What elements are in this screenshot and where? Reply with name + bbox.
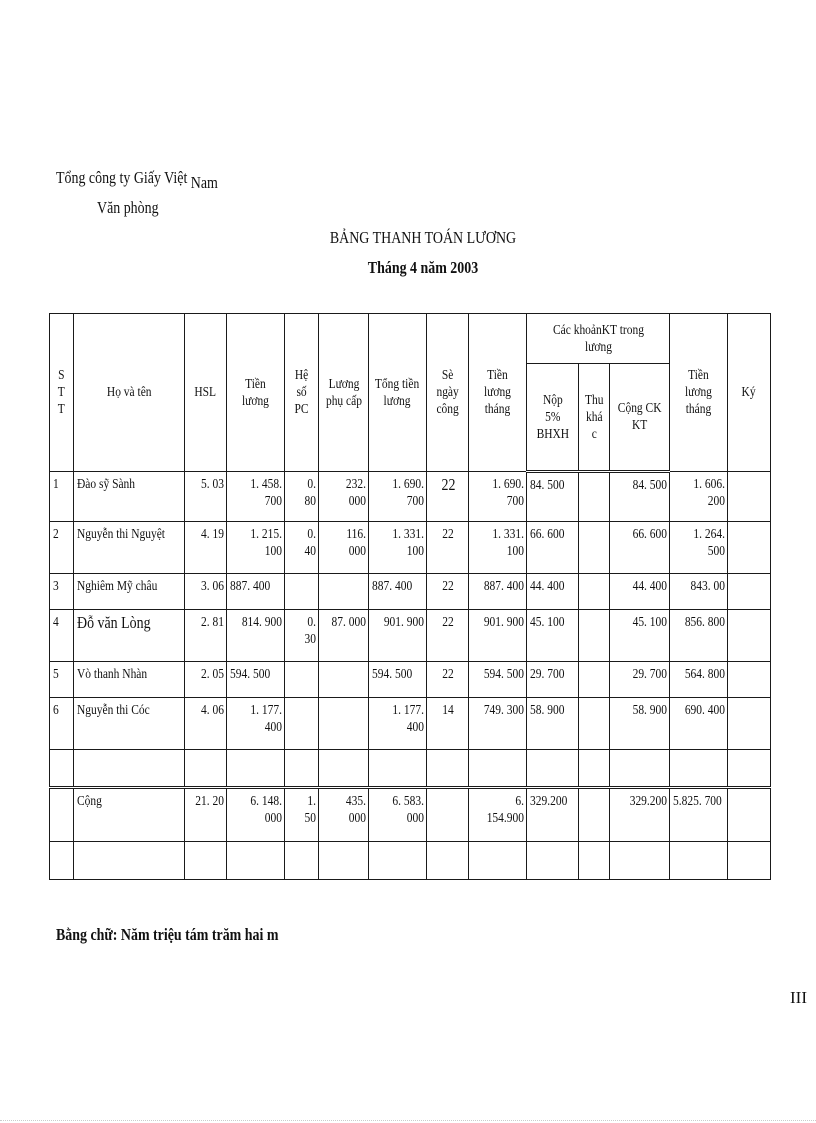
amount-in-words: Bằng chữ: Năm triệu tám trăm hai m: [56, 925, 279, 944]
col-header-month-salary: Tiền lương tháng: [469, 314, 527, 472]
document-subtitle: Tháng 4 năm 2003: [367, 258, 479, 277]
table-row: 5 Vò thanh Nhàn 2. 05 594. 500 594. 500 22 594. 500 29. 700 29. 700 564. 800: [50, 662, 771, 698]
col-header-allowance: Lương phụ cấp: [319, 314, 369, 472]
table-row-empty: [50, 750, 771, 788]
table-row: 6 Nguyễn thi Cóc 4. 06 1. 177. 400 1. 177. 400 14 749. 300 58. 900 58. 900 690. 400: [50, 698, 771, 750]
document-title: BẢNG THANH TOÁN LƯƠNG: [329, 228, 517, 247]
table-row: 3 Nghiêm Mỹ châu 3. 06 887. 400 887. 400 22 887. 400 44. 400 44. 400 843. 00: [50, 574, 771, 610]
col-header-days: Sè ngày công: [427, 314, 469, 472]
col-header-total: Tổng tiền lương: [369, 314, 427, 472]
col-header-thu-khac: Thu khá c: [579, 364, 610, 472]
col-header-hsl: HSL: [185, 314, 227, 472]
col-header-deductions-group: Các khoảnKT trong lương: [527, 314, 670, 364]
company-name-tail: Nam: [190, 173, 218, 192]
page-number: III: [790, 988, 807, 1007]
col-header-stt: S T T: [50, 314, 74, 472]
table-row-empty: [50, 842, 771, 880]
company-name-main: Tổng công ty Giấy Việt: [56, 168, 188, 187]
col-header-bhxh: Nộp 5% BHXH: [527, 364, 579, 472]
col-header-net-salary: Tiền lương tháng: [670, 314, 728, 472]
col-header-salary: Tiền lương: [227, 314, 285, 472]
col-header-pc-coef: Hệ số PC: [285, 314, 319, 472]
office-name: Văn phòng: [97, 198, 159, 217]
table-row: 1 Đào sỹ Sành 5. 03 1. 458. 700 0. 80 232. 000 1. 690. 700 22 1. 690. 700 84. 500 84. 500 1. 606. 200: [50, 472, 771, 522]
total-row: Cộng 21. 20 6. 148. 000 1. 50 435. 000 6. 583. 000 6. 154.900 329.200 329.200 5.825. 700: [50, 788, 771, 842]
payroll-table: [49, 313, 771, 880]
col-header-name: Họ và tên: [74, 314, 185, 472]
page-bottom-divider: [0, 1120, 816, 1121]
table-row: 2 Nguyễn thi Nguyệt 4. 19 1. 215. 100 0. 40 116. 000 1. 331. 100 22 1. 331. 100 66. 600 66. 600 1. 264. 500: [50, 522, 771, 574]
col-header-sign: Ký: [728, 314, 771, 472]
company-name: [56, 168, 218, 192]
table-row: 4 Đỗ văn Lòng 2. 81 814. 900 0. 30 87. 000 901. 900 22 901. 900 45. 100 45. 100 856. 800: [50, 610, 771, 662]
col-header-total-deduct: Cộng CK KT: [610, 364, 670, 472]
